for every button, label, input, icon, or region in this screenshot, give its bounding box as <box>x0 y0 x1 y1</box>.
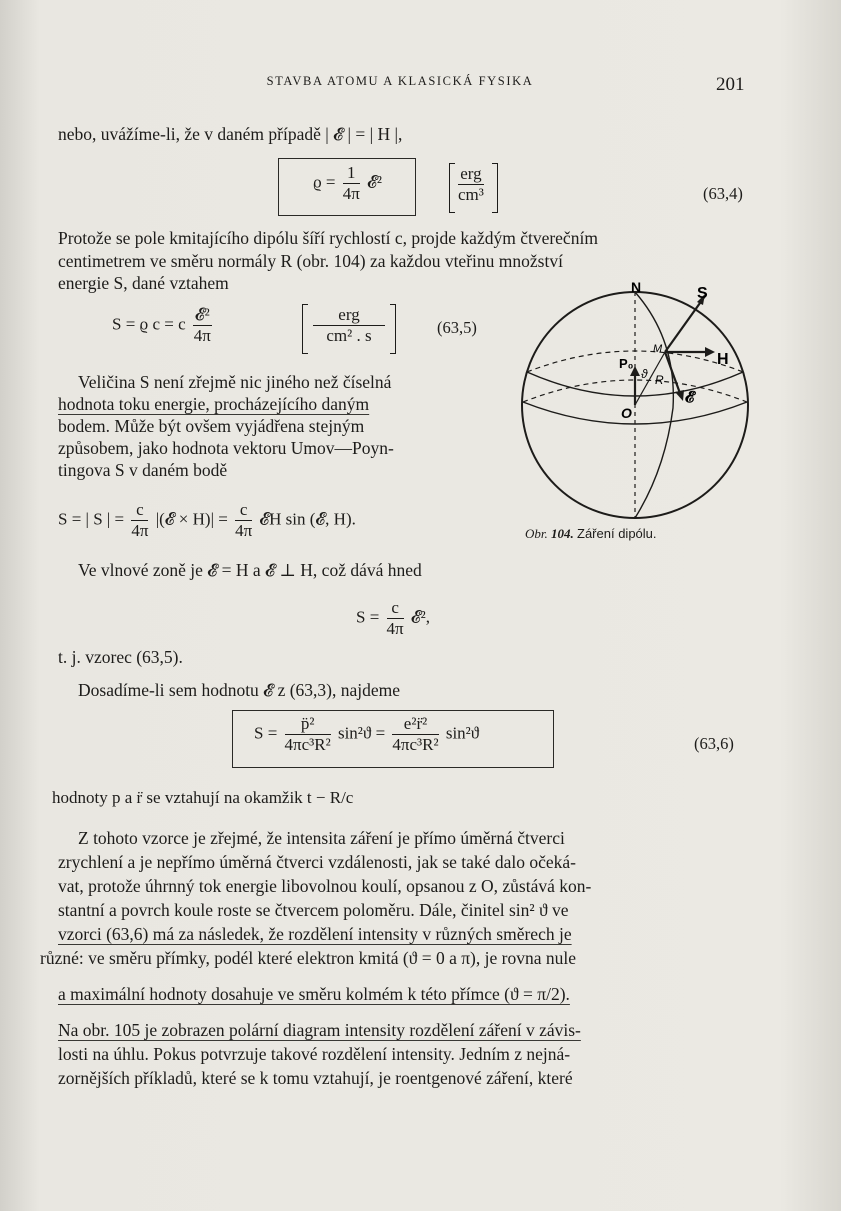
frac-den: cm³ <box>458 185 484 204</box>
fraction <box>387 598 404 639</box>
meridian <box>635 292 673 518</box>
text-line: tingova S v daném bodě <box>58 460 228 480</box>
fraction <box>235 500 252 541</box>
text-line: a maximální hodnoty dosahuje ve směru kolmém k této přímce (ϑ = π/2). <box>58 984 570 1004</box>
unit-fraction <box>455 164 487 205</box>
fraction <box>285 714 331 755</box>
eq-lhs: S = <box>356 607 380 627</box>
equation-number: (63,5) <box>437 318 477 337</box>
text-line: zornějších příkladů, které se k tomu vztahují, je roentgenové záření, které <box>58 1068 573 1088</box>
text-line: stantní a povrch koule roste se čtvercem poloměru. Dále, činitel sin² ϑ ve <box>58 900 569 920</box>
fraction <box>193 305 212 346</box>
bracket-right <box>390 304 396 354</box>
eq-tail: sin²ϑ <box>445 723 480 743</box>
text-line: Z tohoto vzorce je zřejmé, že intensita záření je přímo úměrná čtverci <box>78 828 565 848</box>
label-O: O <box>621 405 632 421</box>
bracket-right <box>492 163 498 213</box>
eq-lhs: S = ϱ c = c <box>112 314 186 334</box>
frac-num: 1 <box>343 163 360 184</box>
unit-fraction <box>310 305 388 346</box>
text-line: Protože se pole kmitajícího dipólu šíří rychlostí c, projde každým čtverečním <box>58 228 598 248</box>
text-line: energie S, dané vztahem <box>58 273 229 293</box>
fraction <box>313 305 385 346</box>
text-line: t. j. vzorec (63,5). <box>58 647 183 667</box>
frac-den: 4π <box>342 184 360 203</box>
text-line: vat, protože úhrnný tok energie libovolnou koulí, opsanou z O, zůstává kon- <box>58 876 592 896</box>
frac-den: 4π <box>193 326 211 345</box>
equation-63-5 <box>112 305 215 346</box>
eq-tail: 𝓔H sin (𝓔, H). <box>259 509 356 529</box>
equation-number: (63,4) <box>703 184 743 203</box>
eq-lhs: ϱ = <box>313 172 336 192</box>
label-M: M <box>653 343 663 355</box>
page-number: 201 <box>716 74 745 95</box>
eq-mid: |(𝓔 × H)| = <box>155 509 228 529</box>
text-line: Ve vlnové zoně je 𝓔 = H a 𝓔 ⊥ H, což dává hned <box>78 560 422 580</box>
text-line: hodnoty p a r̈ se vztahují na okamžik t − R/c <box>52 788 354 807</box>
frac-den: 4πc³R² <box>284 735 331 754</box>
equation-number: (63,6) <box>694 734 734 753</box>
label-R: R <box>655 373 664 387</box>
frac-num: erg <box>458 164 484 185</box>
text-line: zrychlení a je nepřímo úměrná čtverci vzdálenosti, jak se také dalo očeká- <box>58 852 576 872</box>
caption-text: Záření dipólu. <box>577 526 657 541</box>
equation-poynting <box>58 500 356 541</box>
fraction <box>131 500 148 541</box>
label-theta: ϑ <box>641 367 648 381</box>
frac-den: 4πc³R² <box>392 735 439 754</box>
eq-lhs: S = <box>254 723 278 743</box>
label-S: S <box>697 285 708 302</box>
label-N: N <box>631 280 642 295</box>
text-line: bodem. Může být ovšem vyjádřena stejným <box>58 416 365 436</box>
dipole-radiation-figure <box>505 280 765 520</box>
frac-num: 𝓔² <box>194 305 210 324</box>
text-line: centimetrem ve směru normály R (obr. 104) za každou vteřinu množství <box>58 251 563 271</box>
text-line: hodnota toku energie, procházejícího daným <box>58 394 370 414</box>
text-line: Dosadíme-li sem hodnotu 𝓔 z (63,3), najdeme <box>78 680 401 700</box>
frac-num: p̈² <box>285 714 331 735</box>
frac-num: c <box>387 598 404 619</box>
label-H: H <box>717 351 729 368</box>
figure-caption <box>525 526 657 542</box>
e-arrowhead <box>675 390 684 401</box>
frac-num: c <box>235 500 252 521</box>
eq-tail: 𝓔² <box>367 172 382 192</box>
eq-tail: 𝓔², <box>410 607 430 627</box>
text-line: Veličina S není zřejmě nic jiného než číselná <box>78 372 392 392</box>
eq-mid: sin²ϑ = <box>337 723 386 743</box>
frac-den: 4π <box>386 619 404 638</box>
frac-num: e²r̈² <box>392 714 438 735</box>
h-arrowhead <box>705 347 715 357</box>
frac-den: 4π <box>235 521 253 540</box>
text-line: losti na úhlu. Pokus potvrzuje takové rozdělení intensity. Jedním z nejná- <box>58 1044 571 1064</box>
frac-num: erg <box>313 305 385 326</box>
text-line: různé: ve směru přímky, podél které elektron kmitá (ϑ = 0 a π), je rovna nule <box>40 948 576 968</box>
eq-lhs: S = | S | = <box>58 509 125 529</box>
bracket-left <box>302 304 308 354</box>
text-line: Na obr. 105 je zobrazen polární diagram intensity rozdělení záření v závis- <box>58 1020 581 1040</box>
equation-63-6 <box>254 714 479 755</box>
frac-den: cm² . s <box>326 326 372 345</box>
text-line: způsobem, jako hodnota vektoru Umov—Poyn- <box>58 438 394 458</box>
frac-den: 4π <box>131 521 149 540</box>
equation-wave-zone <box>356 598 430 639</box>
frac-num: c <box>131 500 148 521</box>
caption-number: 104. <box>551 526 574 541</box>
caption-prefix: Obr. <box>525 526 548 541</box>
text-line: nebo, uvážíme-li, že v daném případě | 𝓔 | = | H |, <box>58 124 403 144</box>
equation-63-4 <box>313 163 382 204</box>
fraction <box>458 164 484 205</box>
label-P0: P₀ <box>619 356 634 371</box>
label-E: 𝓔 <box>685 389 695 406</box>
fraction <box>343 163 360 204</box>
running-title: STAVBA ATOMU A KLASICKÁ FYSIKA <box>266 74 534 88</box>
text-line: vzorci (63,6) má za následek, že rozdělení intensity v různých směrech je <box>58 924 572 944</box>
fraction <box>392 714 438 755</box>
